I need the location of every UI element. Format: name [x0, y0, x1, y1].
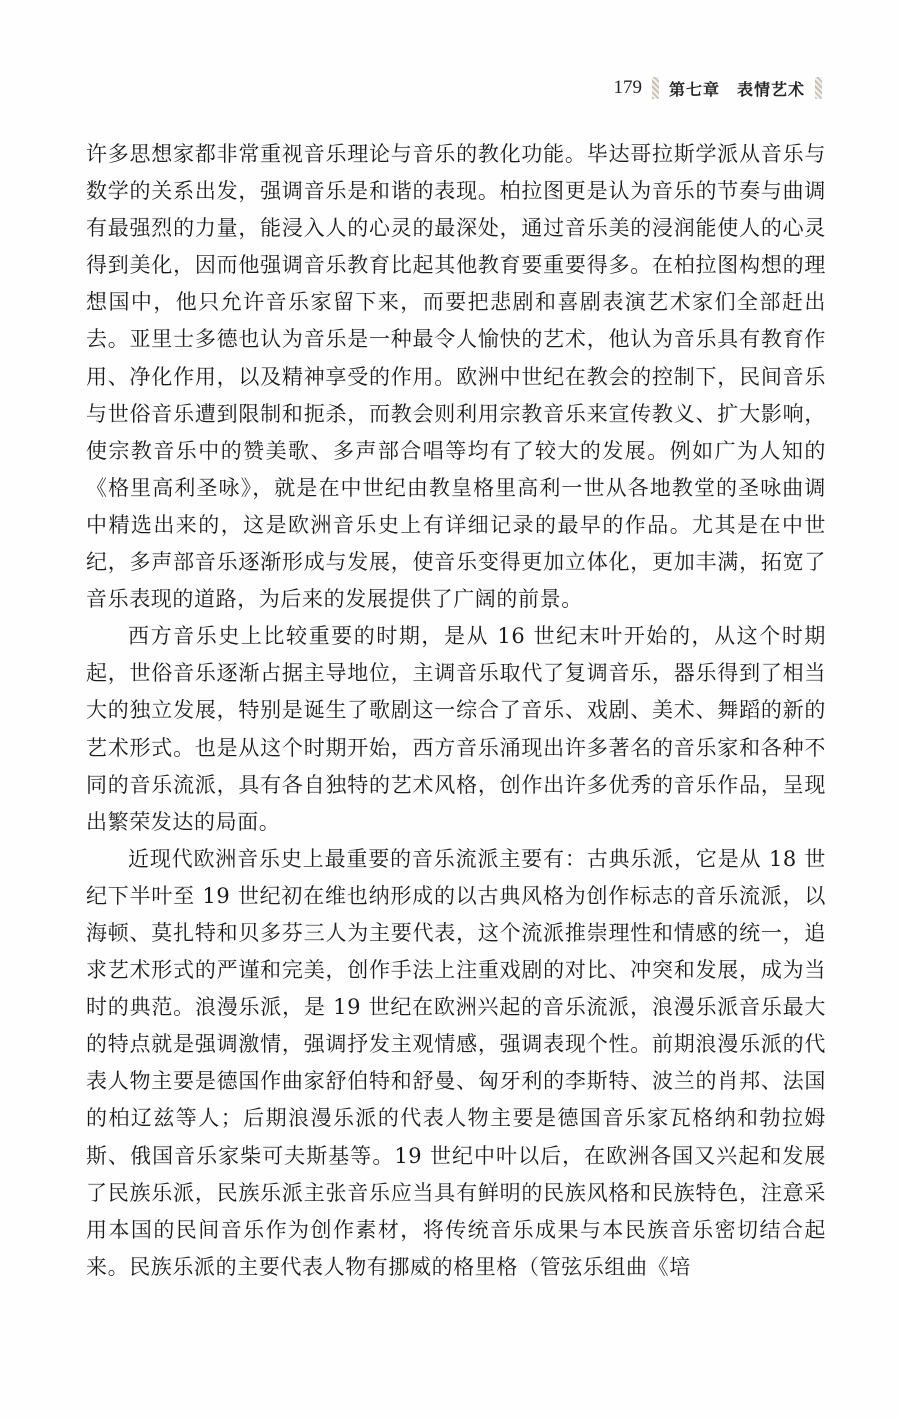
running-header [613, 74, 822, 102]
header-ornament-left [652, 77, 659, 99]
paragraph-3: 近现代欧洲音乐史上最重要的音乐流派主要有：古典乐派，它是从 18 世纪下半叶至 19 世纪初在维也纳形成的以古典风格为创作标志的音乐流派，以海顿、莫扎特和贝多芬三人为主要代表，这个流派推崇理性和情感的统一，追求艺术形式的严谨和完美，创作手法上注重戏剧的对比、冲突和发展，成为当时的典范。浪漫乐派，是 19 世纪在欧洲兴起的音乐流派，浪漫乐派音乐最大的特点就是强调激情，强调抒发主观情感，强调表现个性。前期浪漫乐派的代表人物主要是德国作曲家舒伯特和舒曼、匈牙利的李斯特、波兰的肖邦、法国的柏辽兹等人；后期浪漫乐派的代表人物主要是德国音乐家瓦格纳和勃拉姆斯、俄国音乐家柴可夫斯基等。19 世纪中叶以后，在欧洲各国又兴起和发展了民族乐派，民族乐派主张音乐应当具有鲜明的民族风格和民族特色，注意采用本国的民间音乐作为创作素材，将传统音乐成果与本民族音乐密切结合起来。民族乐派的主要代表人物有挪威的格里格（管弦乐组曲《培 [86, 846, 826, 1279]
paragraph-2: 西方音乐史上比较重要的时期，是从 16 世纪末叶开始的，从这个时期起，世俗音乐逐渐占据主导地位，主调音乐取代了复调音乐，器乐得到了相当大的独立发展，特别是诞生了歌剧这一综合了音乐、戏剧、美术、舞蹈的新的艺术形式。也是从这个时期开始，西方音乐涌现出许多著名的音乐家和各种不同的音乐流派，具有各自独特的艺术风格，创作出许多优秀的音乐作品，呈现出繁荣发达的局面。 [86, 624, 826, 834]
paragraph-1: 许多思想家都非常重视音乐理论与音乐的教化功能。毕达哥拉斯学派从音乐与数学的关系出发，强调音乐是和谐的表现。柏拉图更是认为音乐的节奏与曲调有最强烈的力量，能浸入人的心灵的最深处，通过音乐美的浸润能使人的心灵得到美化，因而他强调音乐教育比起其他教育要重要得多。在柏拉图构想的理想国中，他只允许音乐家留下来，而要把悲剧和喜剧表演艺术家们全部赶出去。亚里士多德也认为音乐是一种最令人愉快的艺术，他认为音乐具有教育作用、净化作用，以及精神享受的作用。欧洲中世纪在教会的控制下，民间音乐与世俗音乐遭到限制和扼杀，而教会则利用宗教音乐来宣传教义、扩大影响，使宗教音乐中的赞美歌、多声部合唱等均有了较大的发展。例如广为人知的《格里高利圣咏》，就是在中世纪由教皇格里高利一世从各地教堂的圣咏曲调中精选出来的，这是欧洲音乐史上有详细记录的最早的作品。尤其是在中世纪，多声部音乐逐渐形成与发展，使音乐变得更加立体化，更加丰满，拓宽了音乐表现的道路，为后来的发展提供了广阔的前景。 [86, 142, 826, 612]
header-ornament-right [815, 77, 822, 99]
body-text [86, 136, 826, 1286]
page-number: 179 [613, 77, 642, 98]
chapter-title: 第七章 表情艺术 [668, 79, 805, 99]
